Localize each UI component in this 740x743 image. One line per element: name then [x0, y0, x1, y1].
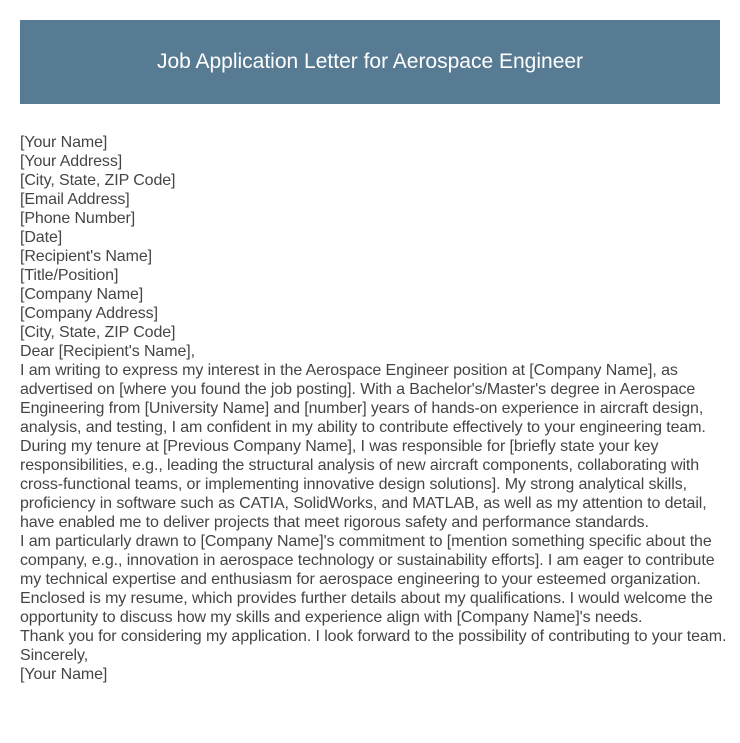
- salutation: Dear [Recipient's Name],: [20, 343, 195, 360]
- paragraph-company-interest: I am particularly drawn to [Company Name]'s commitment to [mention something specific about the company, e.g., innovation in aerospace technology or sustainability efforts]. I am eager to contribute my technical expertise and enthusiasm for aerospace engineering to your esteemed organization.: [20, 533, 715, 588]
- signature: [Your Name]: [20, 666, 108, 683]
- letter-body: [20, 133, 730, 684]
- recipient-city-state-zip: [City, State, ZIP Code]: [20, 324, 176, 341]
- paragraph-thanks: Thank you for considering my application. I look forward to the possibility of contributing to your team.: [20, 628, 727, 645]
- letter-date: [Date]: [20, 229, 63, 246]
- closing: Sincerely,: [20, 647, 89, 664]
- paragraph-resume: Enclosed is my resume, which provides further details about my qualifications. I would welcome the opportunity to discuss how my skills and experience align with [Company Name]'s needs.: [20, 590, 713, 626]
- sender-address: [Your Address]: [20, 153, 123, 170]
- paragraph-experience: During my tenure at [Previous Company Name], I was responsible for [briefly state your key responsibilities, e.g., leading the structural analysis of new aircraft components, collaborating with cross-functional teams, or implementing innovative design solutions]. My strong analytical skills, proficiency in software such as CATIA, SolidWorks, and MATLAB, as well as my attention to detail, have enabled me to deliver projects that meet rigorous safety and performance standards.: [20, 438, 707, 531]
- recipient-title: [Title/Position]: [20, 267, 119, 284]
- recipient-company: [Company Name]: [20, 286, 144, 303]
- sender-city-state-zip: [City, State, ZIP Code]: [20, 172, 176, 189]
- paragraph-intro: I am writing to express my interest in the Aerospace Engineer position at [Company Name], as advertised on [where you found the job posting]. With a Bachelor's/Master's degree in Aerospace Engineering from [University Name] and [number] years of hands-on experience in aircraft design, analysis, and testing, I am confident in my ability to contribute effectively to your engineering team.: [20, 362, 706, 436]
- letter-header: [20, 20, 720, 104]
- sender-block: [20, 133, 730, 247]
- page-title: Job Application Letter for Aerospace Engineer: [156, 50, 584, 73]
- sender-phone: [Phone Number]: [20, 210, 136, 227]
- recipient-block: [20, 247, 730, 342]
- recipient-name: [Recipient's Name]: [20, 248, 152, 265]
- sender-name: [Your Name]: [20, 134, 108, 151]
- sender-email: [Email Address]: [20, 191, 130, 208]
- recipient-address: [Company Address]: [20, 305, 158, 322]
